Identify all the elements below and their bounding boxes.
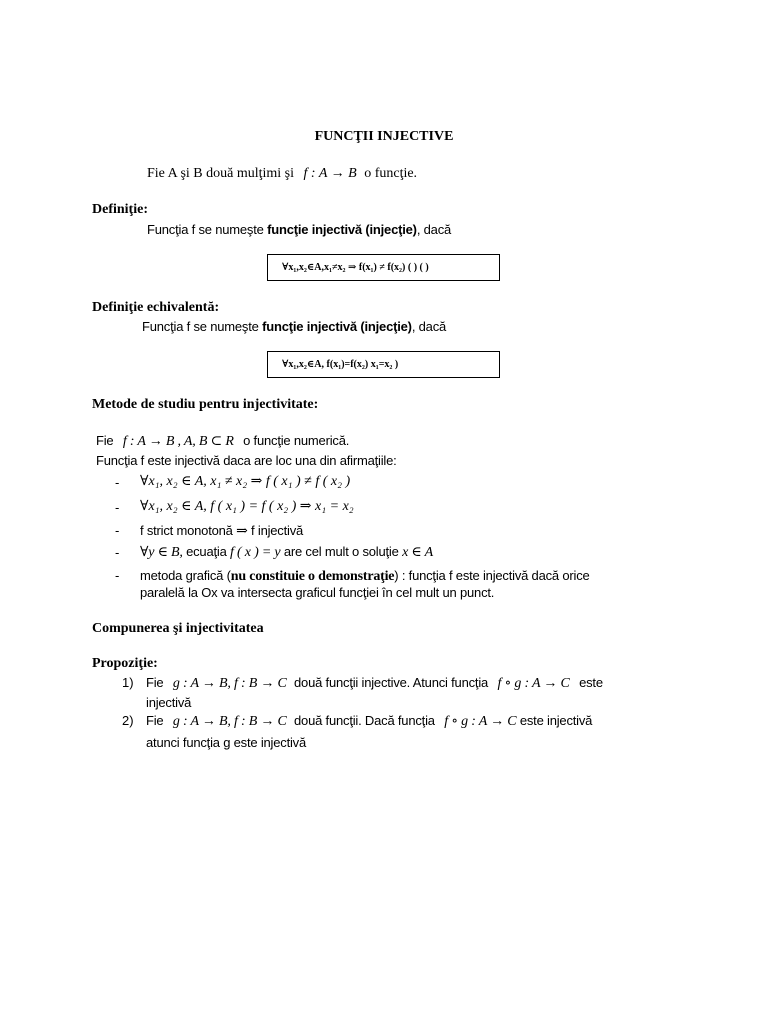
method-3	[140, 523, 303, 540]
proposition-2-line2: atunci funcţia g este injectivă	[146, 735, 307, 750]
proposition-2-post: este injectivă	[519, 713, 593, 728]
list-bullet: -	[115, 568, 120, 583]
equivalent-definition-text	[142, 319, 446, 334]
proposition-1-pre: Fie	[146, 675, 164, 690]
page-title: FUNCŢII INJECTIVE	[314, 129, 454, 144]
list-bullet: -	[115, 500, 120, 515]
method-5-text-pre: metoda grafică (	[140, 568, 231, 583]
proposition-heading: Propoziţie:	[92, 656, 158, 671]
method-4-formula-a: ∀y ∈ B,	[140, 545, 183, 560]
proposition-2-formula1: g : A → B, f : B → C	[172, 714, 287, 729]
proposition-1	[146, 675, 603, 692]
equivalent-definition-term: funcţie injectivă (injecţie)	[262, 319, 412, 334]
methods-line1-pre: Fie	[96, 433, 114, 448]
method-5	[140, 568, 590, 585]
method-4	[140, 544, 433, 561]
equivalent-formula-box	[267, 351, 500, 378]
methods-line1-formula: f : A → B , A, B ⊂ R	[122, 434, 234, 449]
method-3-text-post: f injectivă	[247, 523, 304, 538]
definition-formula: ∀x₁,x₂∈A,x₁≠x₂ ⇒ f(x₁) ≠ f(x₂) ( ) ( )	[282, 262, 429, 273]
proposition-1-formula2: f ∘ g : A → C	[497, 676, 570, 691]
list-bullet: -	[115, 545, 120, 560]
methods-line2: Funcţia f este injectivă daca are loc una din afirmaţiile:	[96, 453, 397, 468]
method-3-implies: ⇒	[236, 524, 248, 539]
proposition-2-number: 2)	[122, 713, 134, 728]
proposition-2-pre: Fie	[146, 713, 164, 728]
list-bullet: -	[115, 523, 120, 538]
method-5-line2: paralelă la Ox va intersecta graficul funcţiei în cel mult un punct.	[140, 585, 495, 600]
definition-formula-box	[267, 254, 500, 281]
proposition-2-formula2: f ∘ g : A → C	[444, 714, 517, 729]
definition-term: funcţie injectivă (injecţie)	[267, 222, 417, 237]
composition-heading: Compunerea şi injectivitatea	[92, 621, 264, 636]
method-4-formula-c: x ∈ A	[402, 545, 433, 560]
equivalent-definition-heading: Definiţie echivalentă:	[92, 300, 220, 315]
method-4-formula-b: f ( x ) = y	[230, 545, 281, 560]
method-3-text: f strict monotonă	[140, 523, 237, 538]
intro-post: o funcţie.	[364, 166, 418, 181]
equivalent-formula: ∀x₁,x₂∈A, f(x₁)=f(x₂) x₁=x₂ )	[282, 359, 399, 370]
definition-text	[147, 222, 451, 237]
intro-formula: f : A → B	[303, 166, 357, 181]
equivalent-definition-text-pre: Funcţia f se numeşte	[142, 319, 263, 334]
proposition-1-post: este	[579, 675, 603, 690]
method-4-text-b: are cel mult o soluţie	[280, 544, 403, 559]
proposition-1-line2: injectivă	[146, 695, 192, 710]
definition-text-post: , dacă	[416, 222, 452, 237]
methods-line1	[96, 433, 349, 450]
proposition-1-mid: două funcţii injective. Atunci funcţia	[294, 675, 489, 690]
methods-heading: Metode de studiu pentru injectivitate:	[92, 397, 319, 412]
method-5-text-post: ) : funcţia f este injectivă dacă orice	[394, 568, 590, 583]
list-bullet: -	[115, 475, 120, 490]
intro-line	[147, 166, 417, 182]
proposition-2	[146, 713, 592, 730]
method-1-formula: ∀x₁, x₂ ∈ A, x₁ ≠ x₂ ⇒ f ( x₁ ) ≠ f ( x₂ )	[140, 474, 351, 489]
definition-heading: Definiţie:	[92, 202, 148, 217]
equivalent-definition-text-post: , dacă	[411, 319, 447, 334]
method-2-formula: ∀x₁, x₂ ∈ A, f ( x₁ ) = f ( x₂ ) ⇒ x₁ = x₂	[140, 499, 354, 514]
definition-text-pre: Funcţia f se numeşte	[147, 222, 268, 237]
method-5-bold: nu constituie o demonstraţie	[230, 569, 395, 584]
method-4-text-a: ecuaţia	[182, 544, 231, 559]
proposition-1-formula1: g : A → B, f : B → C	[172, 676, 287, 691]
methods-line1-post: o funcţie numerică.	[243, 433, 350, 448]
proposition-1-number: 1)	[122, 675, 134, 690]
proposition-2-mid: două funcţii. Dacă funcţia	[294, 713, 435, 728]
intro-text: Fie A şi B două mulţimi şi	[147, 166, 295, 181]
